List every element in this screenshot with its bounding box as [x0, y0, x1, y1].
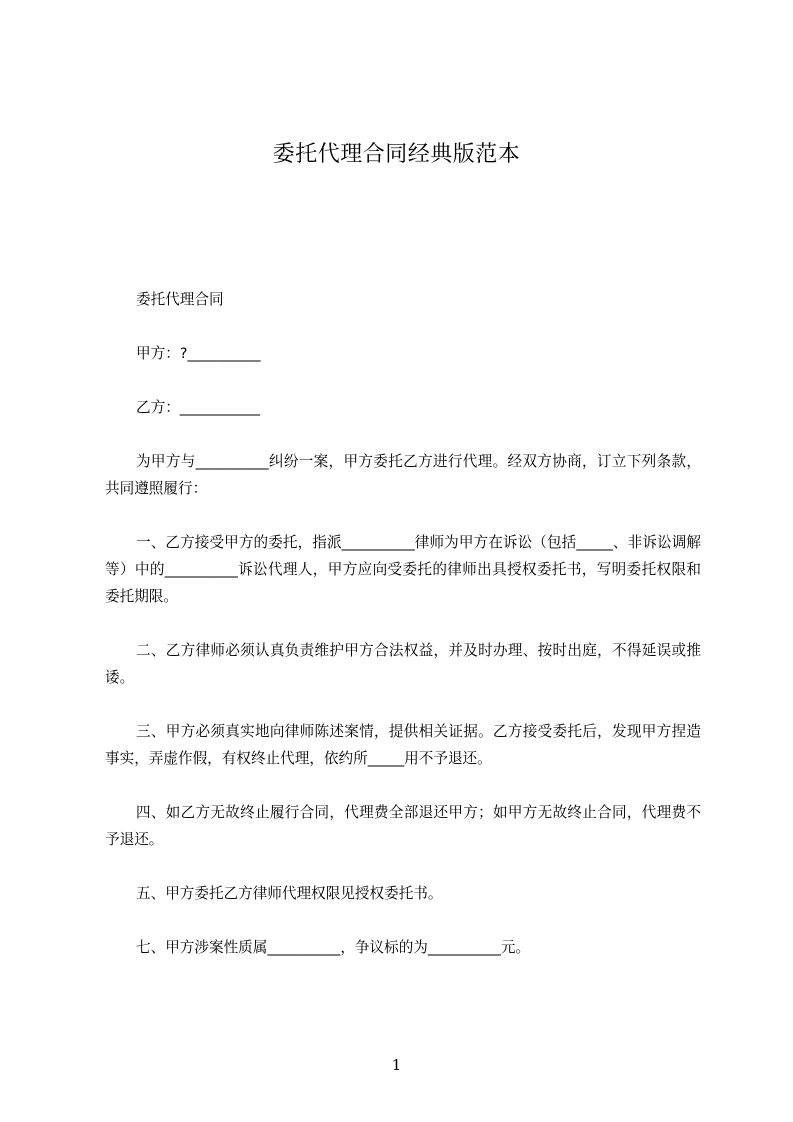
clause-2: 二、乙方律师必须认真负责维护甲方合法权益，并及时办理、按时出庭，不得延误或推诿。 [105, 642, 701, 686]
document-body [105, 286, 701, 961]
party-a-line: 甲方：?__________ [136, 345, 261, 362]
page-number: 1 [391, 1056, 402, 1074]
preamble-paragraph: 为甲方与__________纠纷一案，甲方委托乙方进行代理。经双方协商，订立下列条款，共同遵照履行： [105, 453, 701, 497]
party-b-line: 乙方：___________ [136, 399, 261, 416]
page-title: 委托代理合同经典版范本 [272, 142, 521, 167]
clause-4: 四、如乙方无故终止履行合同，代理费全部退还甲方；如甲方无故终止合同，代理费不予退还。 [105, 804, 701, 848]
clause-3: 三、甲方必须真实地向律师陈述案情，提供相关证据。乙方接受委托后，发现甲方捏造事实，弄虚作假，有权终止代理，依约所_____用不予退还。 [105, 723, 701, 767]
contract-heading: 委托代理合同 [136, 291, 224, 308]
clause-5: 五、甲方委托乙方律师代理权限见授权委托书。 [136, 885, 443, 902]
clause-7: 七、甲方涉案性质属__________，争议标的为__________元。 [136, 939, 531, 956]
clause-1: 一、乙方接受甲方的委托，指派__________律师为甲方在诉讼（包括_____、非诉讼调解等）中的__________诉讼代理人，甲方应向受委托的律师出具授权委托书，写明委托权限和委托期限。 [105, 534, 701, 605]
